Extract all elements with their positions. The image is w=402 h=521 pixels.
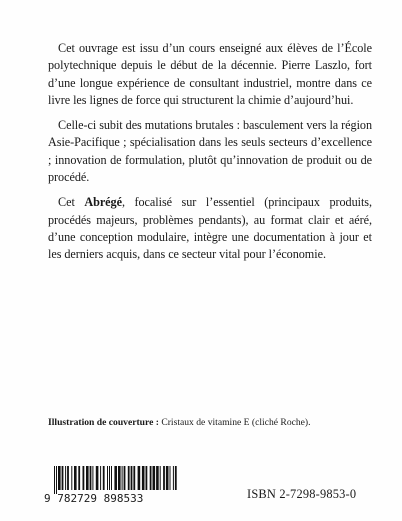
back-cover-blurb bbox=[48, 40, 372, 264]
barcode-bar bbox=[71, 466, 72, 490]
barcode-bar bbox=[92, 466, 93, 490]
blurb-p3-lead: Cet bbox=[58, 195, 85, 210]
barcode-bar bbox=[170, 466, 171, 490]
barcode-bar bbox=[118, 466, 121, 490]
barcode-bar bbox=[156, 466, 159, 490]
barcode-bar bbox=[62, 466, 64, 490]
blurb-p3-rest: , focalisé sur l’essentiel (principaux produits, procédés majeurs, problèmes pendants), au format clair et aéré, d’une conception modulaire, intègre une documentation à jour et les derniers acquis, dans ce secteur vital pour l’économie. bbox=[48, 195, 372, 262]
barcode-bar bbox=[163, 466, 165, 490]
barcode-bar bbox=[100, 466, 101, 490]
barcode-digits: 9 782729 898533 bbox=[44, 492, 144, 505]
barcode-bar bbox=[67, 466, 69, 490]
blurb-paragraph-2: Celle-ci subit des mutations brutales : basculement vers la région Asie-Pacifique ; spécialisation dans les seuls secteurs d’excellence ; innovation de formulation, plutôt qu’innovation de produit ou de procédé. bbox=[48, 118, 372, 185]
barcode-bar bbox=[74, 466, 77, 490]
barcode-bar bbox=[96, 466, 99, 490]
barcode-bar bbox=[109, 466, 110, 490]
credit-text: Cristaux de vitamine E (cliché Roche). bbox=[158, 417, 311, 428]
barcode-bar bbox=[128, 466, 130, 490]
barcode-bar bbox=[142, 466, 145, 490]
barcode-bar bbox=[146, 466, 148, 490]
barcode-bar bbox=[65, 466, 66, 490]
barcode-bar bbox=[173, 466, 174, 490]
blurb-paragraph-3 bbox=[48, 194, 372, 263]
barcode-bar bbox=[114, 466, 117, 490]
barcode-bar bbox=[111, 466, 112, 490]
barcode-bar bbox=[160, 466, 161, 490]
barcode-bar bbox=[153, 466, 156, 490]
barcode-bar bbox=[107, 466, 108, 490]
barcode-bar bbox=[133, 466, 135, 490]
barcode-bar bbox=[58, 466, 61, 490]
cover-illustration-credit bbox=[48, 416, 368, 429]
barcode-bar bbox=[138, 466, 141, 490]
blurb-p3-bold-title: Abrégé bbox=[84, 195, 122, 210]
barcode-bar bbox=[175, 466, 177, 490]
barcode-bar bbox=[56, 466, 57, 494]
barcode-bar bbox=[54, 466, 55, 494]
credit-label: Illustration de couverture : bbox=[48, 417, 159, 428]
barcode-bar bbox=[122, 466, 123, 490]
barcode-bar bbox=[150, 466, 152, 490]
barcode-bar bbox=[78, 466, 80, 490]
barcode-bar bbox=[124, 466, 126, 490]
blurb-paragraph-1: Cet ouvrage est issu d’un cours enseigné aux élèves de l’École polytechnique depuis le début de la décennie. Pierre Laszlo, fort d’une longue expérience de consultant industriel, montre dans ce livre les lignes de force qui structurent la chimie d’aujourd’hui. bbox=[48, 41, 372, 107]
barcode-bar bbox=[131, 466, 133, 490]
barcode-bar bbox=[103, 466, 105, 490]
barcode-bar bbox=[166, 466, 169, 490]
barcode-bar bbox=[86, 466, 89, 490]
barcode-bars-icon bbox=[44, 466, 184, 494]
barcode-bar bbox=[83, 466, 85, 490]
barcode-bar bbox=[90, 466, 92, 490]
isbn-number: ISBN 2-7298-9853-0 bbox=[247, 487, 357, 501]
